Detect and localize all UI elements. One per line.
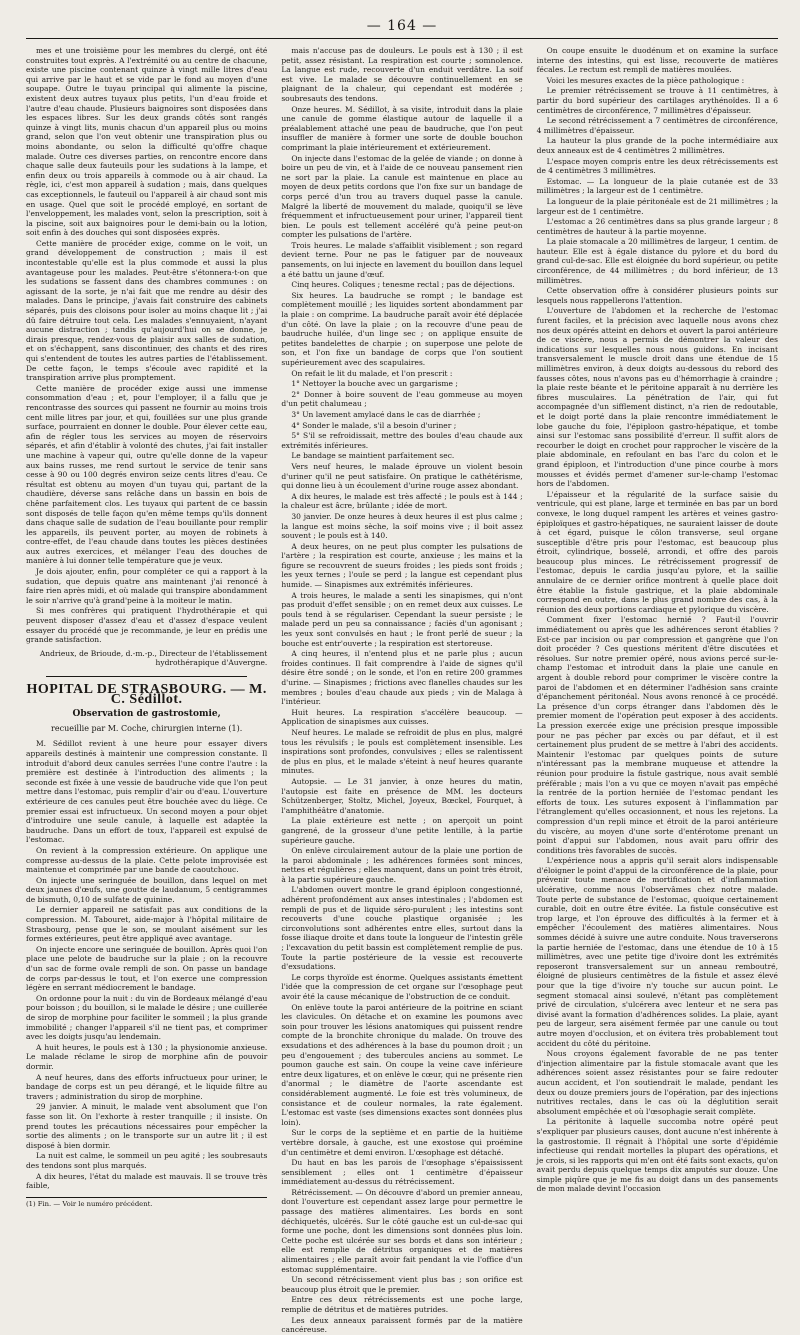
section-subtitle: Observation de gastrostomie, <box>72 709 221 720</box>
paragraph: A neuf heures, dans des efforts infructueux pour uriner, le bandage de corps est un peu dérangé, et le liquide filtre au travers ; administration du sirop de morphine. <box>26 1072 268 1101</box>
paragraph: mais n'accuse pas de douleurs. Le pouls est à 130 ; il est petit, assez résistant. La respiration est courte ; somnolence. La langue est rude, recouverte d'un enduit verdâtre. La soif est vive. Le malade se découvre continuellement en se plaignant de la chaleur, qui cependant est modérée ; soubresauts des tendons. <box>281 46 523 103</box>
paragraph: Vers neuf heures, le malade éprouve un violent besoin d'uriner qu'il ne peut satisfaire. On pratique le cathétérisme, qui donne lieu à un écoulement d'urine rouge assez abondant. <box>281 461 523 491</box>
paragraph: On enlève toute la paroi antérieure de la poitrine en sciant les clavicules. On détache et on examine les poumons avec soin pour trouver les lésions anatomiques qui puissent rendre compte de la bronchite chronique du malade. On trouve des exsudations et des adhérences à la base du poumon droit ; un peu d'engouement ; des tubercules anciens au sommet. Le poumon gauche est sain. On coupe la veine cave inférieure entre deux ligatures, et on enlève le cœur, qui ne présente rien d'anormal ; le diamètre de l'aorte ascendante est considérablement augmenté. Le foie est très volumineux, de consistance et de couleur normales, la rate également. L'estomac est vaste (ses dimensions exactes sont données plus loin). <box>281 1002 523 1127</box>
column-left <box>26 46 268 1208</box>
author-signature: Andrieux, de Brioude, d.-m.-p., Directeur de l'établissement hydrothérapique d'Auvergne. <box>39 648 268 668</box>
column-middle <box>281 46 523 1335</box>
paragraph: A deux heures, on ne peut plus compter les pulsations de l'artère ; la respiration est courte, anxieuse ; les mains et la figure se recouvrent de sueurs froides ; les pieds sont froids ; les yeux ternes ; l'ouïe se perd ; la langue est cependant plus humide. — Sinapismes aux extrémités inférieures. <box>281 541 523 590</box>
paragraph: Autopsie. — Le 31 janvier, à onze heures du matin, l'autopsie est faite en présence de MM. les docteurs Schützenberger, Stoltz, Michel, Joyeux, Bœckel, Fourquet, à l'amphithéâtre d'anatomie. <box>281 776 523 815</box>
paragraph: Comment fixer l'estomac hernié ? Faut-il l'ouvrir immédiatement ou après que les adhérences seront établies ? Est-ce par incision ou par compression et gangrène que l'on doit procéder ? Ces questions méritent d'être discutées et résolues. Sur notre premier opéré, nous avions percé sur-le-champ l'estomac et introduit dans la plaie une canule en argent à double rebord pour comprimer le viscère contre la paroi de l'abdomen et en déterminer l'adhésion sans crainte d'épanchement péritonéal. Nous avons renoncé à ce procédé. La présence d'un corps étranger dans l'abdomen dès le premier moment de l'opération peut exposer à des accidents. La pression exercée exige une précision presque impossible pour ne pas pécher par excès ou par défaut, et il est certainement plus prudent de se mettre à l'abri des accidents. Maintenir l'estomac par quelques points de suture n'intéressant pas la membrane muqueuse et attendre la réunion pour produire la fistule gastrique, nous avait semblé préférable ; mais l'on a vu que ce moyen n'avait pas empêché la rentrée de la portion herniée de l'estomac pendant les efforts de toux. Les sutures exposent à l'inflammation par l'étranglement qu'elles occasionnent, et nous les rejetons. La compression d'un repli mince et étroit de la paroi antérieure du viscère, au moyen d'une sorte d'entérotome prenant un point d'appui sur l'abdomen, nous avait paru offrir des conditions très favorables de succès. <box>536 615 778 855</box>
paragraph: On enlève circulairement autour de la plaie une portion de la paroi abdominale ; les adhérences formées sont minces, nettes et régulières ; elles manquent, dans un point très étroit, à la partie supérieure gauche. <box>281 846 523 884</box>
paragraph: On revient à la compression extérieure. On applique une compresse au-dessus de la plaie. Cette pelote improvisée est maintenue et comprimée par une bande de caoutchouc. <box>26 845 268 875</box>
paragraph: Onze heures. M. Sédillot, à sa visite, introduit dans la plaie une canule de gomme élastique autour de laquelle il a préalablement attaché une peau de baudruche, que l'on peut insuffler de manière à former une sorte de double bouchon comprimant la plaie intérieurement et extérieurement. <box>281 104 523 152</box>
paragraph: A dix heures, l'état du malade est mauvais. Il se trouve très faible, <box>26 1171 268 1191</box>
paragraph: 3° Un lavement amylacé dans le cas de diarrhée ; <box>291 409 481 419</box>
paragraph: Voici les mesures exactes de la pièce pathologique : <box>546 75 745 85</box>
section-title: HOPITAL DE STRASBOURG. — M. C. Sédillot. <box>26 682 267 707</box>
section-divider <box>46 676 247 677</box>
paragraph: Estomac. — La longueur de la plaie cutanée est de 33 millimètres ; la largeur est de 1 centimètre. <box>536 176 778 196</box>
paragraph: On injecte une seringuée de bouillon, dans lequel on met deux jaunes d'œufs, une goutte de laudanum, 5 centigrammes de bismuth, 0,10 de sulfate de quinine. <box>26 875 268 904</box>
paragraph: Six heures. La baudruche se rompt ; le bandage est complètement mouillé ; les liquides sortent abondamment par la plaie : on comprime. La baudruche paraît avoir été déplacée d'un côté. On lave la plaie ; on la recouvre d'une peau de baudruche huilée, d'un linge sec ; on applique ensuite de petites bandelettes de charpie ; on superpose une pelote de son, et l'on fixe un bandage de corps que l'on soutient supérieurement avec des scapulaires. <box>281 290 523 367</box>
paragraph: La nuit est calme, le sommeil un peu agité ; les soubresauts des tendons sont plus marqués. <box>26 1151 268 1170</box>
paragraph: Un second rétrécissement vient plus bas ; son orifice est beaucoup plus étroit que le premier. <box>281 1275 523 1294</box>
paragraph: L'ouverture de l'abdomen et la recherche de l'estomac furent faciles, et la précision avec laquelle nous avons chez nos deux opérés atteint en dehors et ouvert la paroi antérieure de ce viscère, nous a permis de démontrer la valeur des indications sur lesquelles nous nous guidons. En incisant transversalement le muscle droit dans une étendue de 15 millimètres environ, à deux doigts au-dessous du rebord des fausses côtes, nous n'avons pas eu d'hémorrhagie à craindre ; la plaie reste béante et le péritoine apparaît à nu derrière les fibres musculaires. La pénétration de l'air, qui fut accompagnée d'un sifflement distinct, n'a rien de redoutable, et le doigt porté dans la plaie rencontre immédiatement le lobe gauche du foie, l'épiploon gastro-hépatique, et tombe ainsi sur l'estomac sans possibilité d'erreur. Il suffit alors de recourber le doigt en crochet pour rapprocher le viscère de la plaie abdominale, en refoulant en bas l'arc du colon et le grand épiploon, et l'introduction d'une pince courbe à mors mousses et évidés permet d'amener sur-le-champ l'estomac hors de l'abdomen. <box>536 306 778 489</box>
paragraph: Le corps thyroïde est énorme. Quelques assistants émettent l'idée que la compression de cet organe sur l'œsophage peut avoir été la cause mécanique de l'obstruction de ce conduit. <box>281 972 523 1001</box>
paragraph: A huit heures, le pouls est à 130 ; la physionomie anxieuse. Le malade réclame le sirop de morphine afin de pouvoir dormir. <box>26 1042 268 1071</box>
paragraph: mes et une troisième pour les membres du clergé, ont été construites tout exprès. A l'extrémité ou au centre de chacune, existe une piscine contenant quinze à vingt mille litres d'eau qui arrive par le haut et se vide par le fond au moyen d'une soupape. Outre le tuyau principal qui alimente la piscine, existent deux autres tuyaux plus petits, l'un d'eau froide et l'autre d'eau chaude. Plusieurs baignoires sont disposées dans les espaces libres. Sur les deux grands côtés sont rangés quinze à vingt lits, munis chacun d'un appareil plus ou moins grand, selon que l'on veut obtenir une transpiration plus ou moins abondante, ou selon la difficulté qu'offre chaque malade. Outre ces diverses parties, on rencontre encore dans chaque salle deux fauteuils pour les sudations à la lampe, et enfin deux ou trois appareils à commode ou à air chaud. La règle, ici, c'est mon appareil à sudation ; mais, dans quelques cas exceptionnels, le fauteuil ou l'appareil à air chaud sont mis en usage. Quel que soit le procédé employé, en sortant de l'enveloppement, les malades vont, selon la prescription, soit à la piscine, soit aux baignoires pour le demi-bain ou la lotion, soit enfin à des douches qui sont disposées exprès. <box>26 46 268 238</box>
paragraph: Cette manière de procéder exige aussi une immense consommation d'eau ; et, pour l'employer, il a fallu que je rencontrasse des sources qui passent ne fournir au moins trois cent mille litres par jour, et qui, fouillées sur une plus grande surface, pourraient en donner le double. Pour élever cette eau, afin de régler tous les services au moyen de réservoirs séparés, et afin d'établir à volonté des chutes, j'ai fait installer une machine à vapeur qui, outre qu'elle donne de la vapeur aux bains russes, me rend surtout le service de tenir sans cesse à 90 ou 100 degrés environ seize cents litres d'eau. Ce résultat est obtenu au moyen d'un tuyau qui, partant de la chaudière, déverse sans relâche dans un bassin en bois de chêne parfaitement clos. Les tuyaux qui partent de ce bassin sont disposés de telle façon qu'en même temps qu'ils donnent dans chaque salle de sudation de l'eau bouillante pour remplir les appareils, ils peuvent porter, au moyen de robinets à contre-effet, de l'eau chaude dans toutes les pièces destinées aux autres exercices, et mélanger l'eau des douches de manière à lui donner telle température que je veux. <box>26 383 268 566</box>
paragraph: Cinq heures. Coliques ; tenesme rectal ; pas de déjections. <box>291 280 515 290</box>
paragraph: La plaie stomacale a 20 millimètres de largeur, 1 centim. de hauteur. Elle est à égale distance du pylore et du bord du grand cul-de-sac. Elle est éloignée du bord supérieur, ou petite circonférence, de 44 millimètres ; du bord inférieur, de 13 millimètres. <box>536 237 778 285</box>
paragraph: La péritonite à laquelle succomba notre opéré peut s'expliquer par plusieurs causes, dont aucune n'est inhérente à la gastrostomie. Il régnait à l'hôpital une sorte d'épidémie infectieuse qui rendait mortelles la plupart des opérations, et je crois, si les rapports qui m'en ont été faits sont exacts, qu'on avait perdu depuis quelque temps dix amputés sur douze. Une simple piqûre que je me fis au doigt dans un des pansements de mon malade devint l'occasion <box>536 1117 778 1194</box>
paragraph: L'abdomen ouvert montre le grand épiploon congestionné, adhérent profondément aux anses intestinales ; l'abdomen est rempli de pus et de liquide séro-purulent ; les intestins sont recouverts d'une couche plastique organisée ; les circonvolutions sont adhérentes entre elles, surtout dans la fosse iliaque droite et dans toute la longueur de l'intestin grêle ; l'excavation du petit bassin est complètement remplie de pus. Toute la partie postérieure de la vessie est recouverte d'exsudations. <box>281 885 523 972</box>
paragraph: L'épaisseur et la régularité de la surface saisie du ventricule, qui est plane, large et terminée en bas par un bord convexe, le long duquel rampent les artères et veines gastro-épiploïques et gastro-hépatiques, ne sauraient laisser de doute à cet égard, puisque le côlon transverse, seul organe susceptible d'être pris pour l'estomac, est beaucoup plus étroit, cylindrique, bosselé, arrondi, et offre des parois beaucoup plus minces. Le rétrécissement progressif de l'estomac, depuis le cardia jusqu'au pylore, et la saillie annulaire de ce dernier orifice montrent à quelle place doit être établie la fistule gastrique, et la plaie abdominale correspond en outre, dans le plus grand nombre des cas, à la réunion des deux portions cardiaque et pylorique du viscère. <box>536 489 778 614</box>
observation-continuation <box>281 46 522 1335</box>
paragraph: Le second rétrécissement a 7 centimètres de circonférence, 4 millimètres d'épaisseur. <box>536 116 778 135</box>
paragraph: 5° S'il se refroidissait, mettre des boules d'eau chaude aux extrémités inférieures. <box>281 431 523 450</box>
column-right <box>536 46 778 1194</box>
paragraph: On ordonne pour la nuit : du vin de Bordeaux mélangé d'eau pour boisson ; du bouillon, si le malade le désire ; une cuillerée de sirop de morphine pour faciliter le sommeil ; la plus grande immobilité ; changer l'appareil s'il ne tient pas, et comprimer avec les doigts jusqu'au lendemain. <box>26 993 268 1042</box>
paragraph: A cinq heures, il n'entend plus et ne parle plus ; aucun froides continues. Il fait comprendre à l'aide de signes qu'il désire être sondé ; on le sonde, et l'on en retire 200 grammes d'urine. — Sinapismes ; frictions avec flanelles chaudes sur les membres ; boules d'eau chaude aux pieds ; vin de Malaga à l'intérieur. <box>281 649 523 707</box>
paragraph: 2° Donner à boire souvent de l'eau gommeuse au moyen d'un petit chalumeau ; <box>281 389 523 409</box>
paragraph: Le bandage se maintient parfaitement sec. <box>291 451 455 461</box>
paragraph: La longueur de la plaie péritonéale est de 21 millimètres ; la largeur est de 1 centimètre. <box>536 196 778 216</box>
paragraph: Neuf heures. Le malade se refroidit de plus en plus, malgré tous les révulsifs ; le pouls est complètement insensible. Les inspirations sont profondes, convulsives ; elles se ralentissent de plus en plus, et le malade s'éteint à neuf heures quarante minutes. <box>281 727 523 776</box>
paragraph: On injecte encore une seringuée de bouillon. Après quoi l'on place une pelote de baudruche sur la plaie ; on la recouvre d'un sac de forme ovale rempli de son. On passe un bandage de corps par-dessus le tout, et l'on exerce une compression légère en serrant médiocrement le bandage. <box>26 944 268 993</box>
paragraph: Je dois ajouter, enfin, pour compléter ce qui a rapport à la sudation, que depuis quatre ans maintenant j'ai renoncé à faire rien après midi, et où malade qui transpire abondamment le soir n'arrive qu'à grand'peine à la moiteur le matin. <box>26 567 268 605</box>
paragraph: On injecte dans l'estomac de la gelée de viande ; on donne à boire un peu de vin, et à l'aide de ce nouveau pansement rien ne sort par la plaie. La canule est maintenue en place au moyen de deux petits cordons que l'on fixe sur un bandage de corps percé d'un trou au travers duquel passe la canule. Malgré la liberté de mouvement du malade, quoiqu'il se lève fréquemment et infructueusement pour uriner, l'appareil tient bien. Le pouls est tellement accéléré qu'à peine peut-on compter les pulsations de l'artère. <box>281 153 523 240</box>
paragraph: Les deux anneaux paraissent formés par de la matière cancéreuse. <box>281 1315 523 1335</box>
section-byline: recueillie par M. Coche, chirurgien interne (1). <box>51 723 243 733</box>
page-number: — 164 — <box>366 18 438 34</box>
paragraph: Cette observation offre à considérer plusieurs points sur lesquels nous rappellerons l'attention. <box>536 286 778 305</box>
paragraph: M. Sédillot revient à une heure pour essayer divers appareils destinés à maintenir une compression constante. Il introduit d'abord deux canules serrées l'une contre l'autre : la première est destinée à l'introduction des aliments ; la seconde est fixée à une vessie de baudruche vide que l'on peut mettre dans l'estomac, puis remplir d'air ou d'eau. L'ouverture extérieure de ces canules peut être bouchée avec du liège. Ce premier essai est infructueux. Un second moyen a pour objet d'introduire une seule canule, à laquelle est adaptée la baudruche. Dans un effort de toux, l'appareil est expulsé de l'estomac. <box>26 739 268 845</box>
paragraph: Entre ces deux rétrécissements est une poche large, remplie de détritus et de matières putrides. <box>281 1295 523 1314</box>
paragraph: 30 janvier. De onze heures à deux heures il est plus calme ; la langue est moins sèche, la soif moins vive ; il boit assez souvent ; le pouls est à 140. <box>281 511 523 541</box>
paragraph: Nous croyons également favorable de ne pas tenter d'injection alimentaire par la fistule stomacale avant que les adhérences soient assez résistantes pour se faire redouter aucun accident, et l'on soutiendrait le malade, pendant les deux ou douze premiers jours de l'opération, par des injections nutritives rectales, dans le cas où la déglutition serait absolument empêchée et où l'œsophagie serait complète. <box>536 1049 778 1116</box>
paragraph: Le dernier appareil ne satisfait pas aux conditions de la compression. M. Tabouret, aide-major à l'hôpital militaire de Strasbourg, pense que le son, se moulant aisément sur les formes extérieures, peut être appliqué avec avantage. <box>26 905 268 944</box>
paragraph: 4° Sonder le malade, s'il a besoin d'uriner ; <box>291 420 457 430</box>
paragraph: L'expérience nous a appris qu'il serait alors indispensable d'éloigner le point d'appui de la circonférence de la plaie, pour prévenir toute menace de mortification et d'inflammation ulcérative, comme nous l'observâmes chez notre malade. Toute perte de substance de l'estomac, quoique certainement curable, doit en outre être évitée. La fistule consécutive est trop large, et l'on éprouve des difficultés à la fermer et à empêcher l'écoulement des matières alimentaires. Nous sommes décidé à suivre une autre conduite. Nous traverserons la partie herniée de l'estomac, dans une étendue de 10 à 15 millimètres, avec une petite tige d'ivoire dont les extrémités reposeront transversalement sur un anneau remboutré, éloigné de plusieurs centimètres de la fistule et assez élevé pour que la tige d'ivoire n'y touche sur aucun point. Le segment stomacal ainsi soulevé, n'étant pas complètement privé de circulation, s'ulcérera avec lenteur et ne sera pas divisé avant la formation d'adhérences solides. La plaie, ayant peu de largeur, sera aisément fermée par une canule ou tout autre moyen d'occlusion, et on évitera très probablement tout accident du côté du péritoine. <box>536 856 778 1048</box>
paragraph: On coupe ensuite le duodénum et on examine la surface interne des intestins, qui est lisse, recouverte de matières fécales. Le rectum est rempli de matières moulées. <box>536 46 778 75</box>
paragraph: On refait le lit du malade, et l'on prescrit : <box>291 368 453 378</box>
paragraph: 1° Nettoyer la bouche avec un gargarisme ; <box>291 379 458 389</box>
paragraph: Cette manière de procéder exige, comme on le voit, un grand développement de construction ; mais il est incontestable qu'elle est la plus commode et aussi la plus avantageuse pour les malades. Peut-être s'étonnera-t-on que les sudations se fassent dans des chambres communes : on agissant de la sorte, je n'ai fait que me rendre au désir des malades. Dans le principe, j'avais fait construire des cabinets séparés, puis des cloisons pour isoler au moins chaque lit ; j'ai dû faire détruire tout cela. Les malades s'ennuyaient, n'ayant aucune distraction ; tandis qu'aujourd'hui on se donne, je dirais presque, rendez-vous de plaisir aux salles de sudation, et on s'échappent, sans discontinuer, des chants et des rires qui s'entendent de toutes les autres parties de l'établissement. De cette façon, le temps s'écoule avec rapidité et la transpiration arrive plus promptement. <box>26 238 268 383</box>
paragraph: Le premier rétrécissement se trouve à 11 centimètres, à partir du bord supérieur des cartilages arythénoïdes. Il a 6 centimètres de circonférence, 7 millimètres d'épaisseur. <box>536 86 778 115</box>
paragraph: Trois heures. Le malade s'affaiblit visiblement ; son regard devient terne. Pour ne pas le fatiguer par de nouveaux pansements, on lui injecte en lavement du bouillon dans lequel a été battu un jaune d'œuf. <box>281 240 523 279</box>
page-header <box>26 16 778 39</box>
text-columns <box>26 46 778 1335</box>
paragraph: Huit heures. La respiration s'accélère beaucoup. — Application de sinapismes aux cuisses. <box>281 707 523 727</box>
paragraph: A dix heures, le malade est très affecté ; le pouls est à 144 ; la chaleur est âcre, brûlante ; idée de mort. <box>281 491 523 511</box>
paragraph: L'estomac a 26 centimètres dans sa plus grande largeur ; 8 centimètres de hauteur à la partie moyenne. <box>536 217 778 236</box>
observation-text <box>26 739 267 1190</box>
paragraph: A trois heures, le malade a senti les sinapismes, qui n'ont pas produit d'effet sensible ; on en remet deux aux cuisses. Le pouls tend à se régulariser. Cependant la sueur persiste ; le malade perd un peu sa connaissance ; faciès d'un agonisant ; les yeux sont convulsés en haut ; le front perlé de sueur ; la bouche est entr'ouverte ; la respiration est stertoreuse. <box>281 590 523 648</box>
article-continuation <box>26 46 267 645</box>
paragraph: Sur le corps de la septième et en partie de la huitième vertèbre dorsale, à gauche, est une exostose qui proémine d'un centimètre et demi environ. L'œsophage est détaché. <box>281 1128 523 1157</box>
paragraph: Du haut en bas les parois de l'œsophage s'épaississent sensiblement ; elles ont 1 centimètre d'épaisseur immédiatement au-dessus du rétrécissement. <box>281 1158 523 1187</box>
paragraph: Si mes confrères qui pratiquent l'hydrothérapie et qui peuvent disposer d'assez d'eau et d'assez d'espace veulent essayer du procédé que je recommande, je leur en prédis une grande satisfaction. <box>26 606 268 645</box>
paragraph: La hauteur la plus grande de la poche intermédiaire aux deux anneaux est de 4 centimètres 2 millimètres. <box>536 136 778 155</box>
paragraph: La plaie extérieure est nette ; on aperçoit un point gangrené, de la grosseur d'une petite lentille, à la partie supérieure gauche. <box>281 816 523 845</box>
footnote: (1) Fin. — Voir le numéro précédent. <box>26 1197 267 1210</box>
paragraph: L'espace moyen compris entre les deux rétrécissements est de 4 centimètres 3 millimètres. <box>536 156 778 176</box>
discussion-text <box>537 46 778 1194</box>
paragraph: 29 janvier. A minuit, le malade vent absolument que l'on fasse son lit. On l'exhorte à rester tranquille ; il insiste. On prend toutes les précautions nécessaires pour empêcher la sortie des aliments ; on le transporte sur un autre lit ; il est disposé à bien dormir. <box>26 1102 268 1150</box>
paragraph: Rétrécissement. — On découvre d'abord un premier anneau, dont l'ouverture est cependant assez large pour permettre le passage des matières alimentaires. Les bords en sont déchiquetés, ulcérés. Sur le côté gauche est un cul-de-sac qui forme une poche, dont les dimensions sont données plus loin. Cette poche est ulcérée sur ses bords et dans son intérieur ; elle est remplie de détritus organiques et de matières alimentaires ; elle paraît avoir fait pendant la vie l'office d'un estomac supplémentaire. <box>281 1187 523 1274</box>
